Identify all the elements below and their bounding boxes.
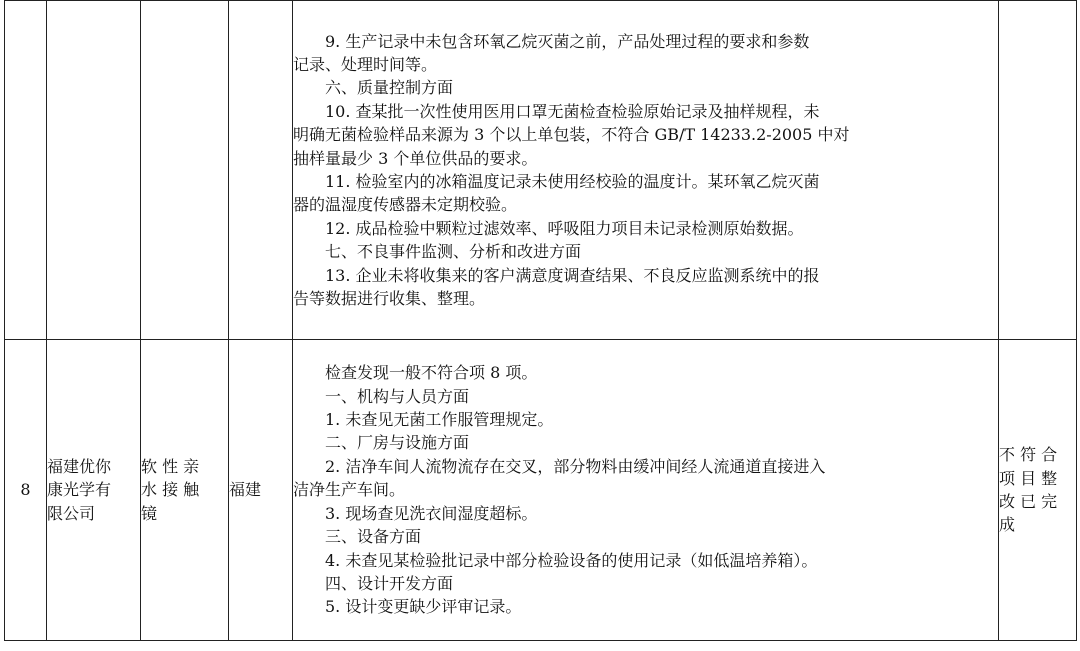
- section-heading: 二、厂房与设施方面: [325, 433, 470, 453]
- section-heading: 四、设计开发方面: [325, 573, 454, 593]
- company-cell: [47, 1, 141, 340]
- finding-line: 抽样量最少 3 个单位供品的要求。: [293, 148, 538, 168]
- finding-line: 4. 未查见某检验批记录中部分检验设备的使用记录（如低温培养箱）。: [325, 550, 818, 570]
- product-line: 镜: [141, 503, 158, 523]
- company-line: 限公司: [47, 503, 96, 523]
- product-cell: [141, 1, 229, 340]
- result-line: 成: [999, 515, 1016, 535]
- section-heading: 七、不良事件监测、分析和改进方面: [325, 242, 582, 262]
- finding-line: 13. 企业未将收集来的客户满意度调查结果、不良反应监测系统中的报: [325, 265, 820, 285]
- table-row: [5, 1, 1077, 340]
- province-cell: 福建: [229, 340, 293, 641]
- findings-cell: [293, 340, 999, 641]
- product-line: 软 性 亲: [141, 456, 200, 476]
- result-cell: [999, 1, 1077, 340]
- section-heading: 六、质量控制方面: [325, 78, 454, 98]
- findings-cell: [293, 1, 999, 340]
- finding-line: 5. 设计变更缺少评审记录。: [325, 597, 522, 617]
- finding-line: 洁净生产车间。: [293, 480, 406, 500]
- company-line: 福建优你: [47, 456, 112, 476]
- finding-line: 10. 查某批一次性使用医用口罩无菌检查检验原始记录及抽样规程，未: [325, 101, 820, 121]
- finding-line: 记录、处理时间等。: [293, 54, 438, 74]
- finding-line: 2. 洁净车间人流物流存在交叉，部分物料由缓冲间经人流通道直接进入: [325, 456, 826, 476]
- finding-line: 1. 未查见无菌工作服管理规定。: [325, 410, 554, 430]
- company-cell: [47, 340, 141, 641]
- company-line: 康光学有: [47, 480, 112, 500]
- product-cell: [141, 340, 229, 641]
- section-heading: 一、机构与人员方面: [325, 386, 470, 406]
- province-cell: [229, 1, 293, 340]
- result-line: 项 目 整: [999, 468, 1058, 488]
- row-number-cell: [5, 1, 47, 340]
- finding-line: 12. 成品检验中颗粒过滤效率、呼吸阻力项目未记录检测原始数据。: [325, 218, 804, 238]
- finding-line: 器的温湿度传感器未定期校验。: [293, 195, 518, 215]
- section-heading: 三、设备方面: [325, 527, 422, 547]
- result-line: 不 符 合: [999, 445, 1058, 465]
- finding-line: 3. 现场查见洗衣间湿度超标。: [325, 503, 538, 523]
- row-number-cell: 8: [5, 340, 47, 641]
- result-cell: [999, 340, 1077, 641]
- inspection-table: [4, 0, 1077, 641]
- result-line: 改 已 完: [999, 492, 1058, 511]
- finding-line: 告等数据进行收集、整理。: [293, 289, 486, 309]
- finding-line: 明确无菌检验样品来源为 3 个以上单包装，不符合 GB/T 14233.2-2005 中对: [293, 125, 850, 145]
- finding-line: 9. 生产记录中未包含环氧乙烷灭菌之前，产品处理过程的要求和参数: [325, 31, 810, 51]
- finding-line: 检查发现一般不符合项 8 项。: [325, 363, 538, 383]
- table-row: [5, 340, 1077, 641]
- finding-line: 11. 检验室内的冰箱温度记录未使用经校验的温度计。某环氧乙烷灭菌: [325, 172, 820, 191]
- product-line: 水 接 触: [141, 480, 200, 500]
